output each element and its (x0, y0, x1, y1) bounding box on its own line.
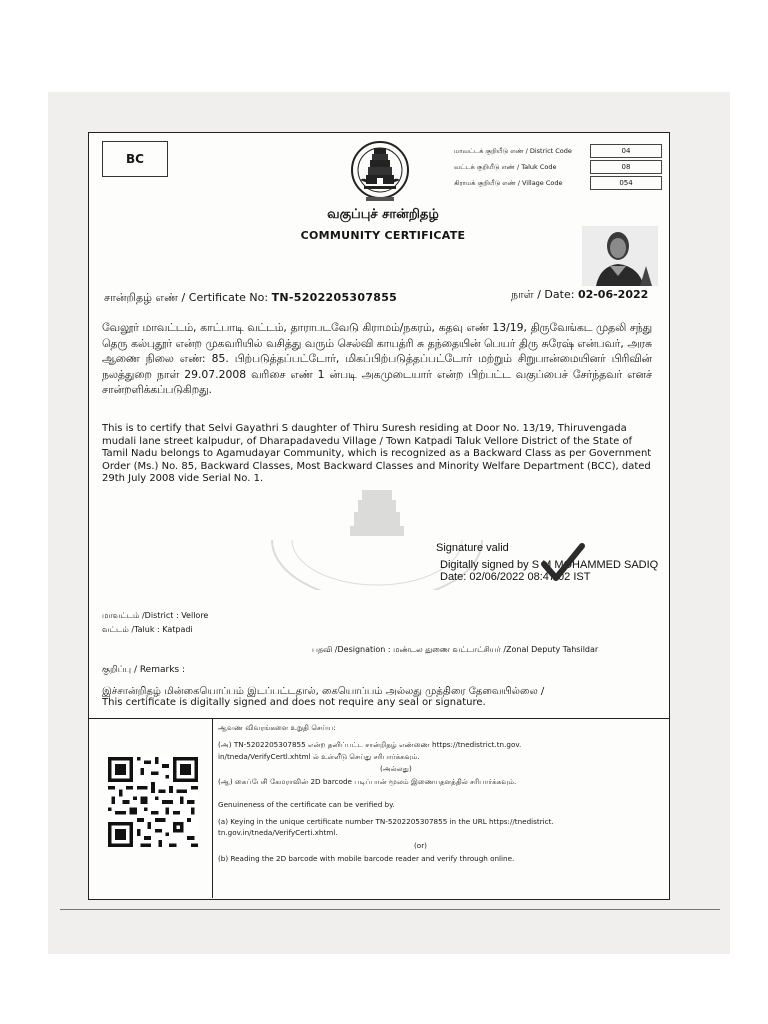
qr-code (108, 757, 198, 847)
district-code-value: 04 (590, 144, 662, 158)
remarks-english: This certificate is digitally signed and does not require any seal or signature. (102, 697, 486, 708)
verify-option-a-tamil-line2: in/tneda/VerifyCertl.xhtml ல் உள்ளீடு செய்து சரிபார்க்கவும். (218, 752, 420, 761)
certificate-date (511, 288, 648, 303)
taluk-code-value: 08 (590, 160, 662, 174)
category-box: BC (102, 141, 168, 177)
taluk-code-row (444, 160, 664, 174)
designation-line: பதவி /Designation : மண்டல துணை வட்டாட்சியர் /Zonal Deputy Tahsildar (312, 645, 599, 654)
taluk-code-label: வட்டக் குறியீடு எண் / Taluk Code (454, 163, 557, 171)
title-english: COMMUNITY CERTIFICATE (300, 229, 466, 242)
district-code-row (444, 144, 664, 158)
signature-status: Signature valid (436, 542, 509, 554)
tamil-paragraph: வேலூர் மாவட்டம், காட்பாடி வட்டம், தாராபடவேடு கிராமம்/நகரம், கதவு எண் 13/19, திருவேங்கட முதலி சந்து தெரு கல்புதூர் என்ற முகவரியில் வசித்து வரும் செல்வி காயத்ரி சு தந்தையின் பெயர் திரு சுரேஷ் என்பவர், அரசு ஆணை நிலை எண்: 85. பிற்படுத்தப்பட்டோர், மிகப்பிற்படுத்தப்பட்டோர் மற்றும் சிறுபான்மையினர் பிரிவின் நலத்துறை நாள் 29.07.2008 வரிசை எண் 1 ன்படி அகமுடையார் என்ற பிற்பட்ட வகுப்பைச் சேர்ந்தவர் எனச் சான்றளிக்கப்படுகிறது. (102, 321, 652, 396)
date-value: 02-06-2022 (577, 288, 649, 301)
verify-option-b-tamil: (ஆ) கைப்பேசி கேமராவின் 2D barcode படிப்பான் மூலம் இணையதளத்தில் சரிபார்க்கவும். (218, 777, 517, 786)
verify-option-a-english-line1: (a) Keying in the unique certificate number TN-5202205307855 in the URL https://tnedistrict. (218, 817, 554, 826)
signature-signer: Digitally signed by S M MOHAMMED SADIQ (440, 559, 659, 571)
date-label: நாள் / Date: (511, 288, 575, 301)
verify-heading-tamil: ஆவண விவரங்களை உறுதி செய்ய: (218, 723, 336, 732)
verify-option-a-tamil-line1: (அ) TN-5202205307855 என்ற தனிப்பட்ட சான்றிதழ் எண்ணை https://tnedistrict.tn.gov. (218, 740, 522, 749)
signature-date: Date: 02/06/2022 08:47:02 IST (440, 571, 591, 583)
certificate-number-label: சான்றிதழ் எண் / Certificate No: (104, 291, 269, 304)
village-code-label: கிராமக் குறியீடு எண் / Village Code (454, 179, 563, 187)
title-tamil: வகுப்புச் சான்றிதழ் (327, 207, 439, 222)
district-line: மாவட்டம் /District : Vellore (102, 611, 209, 620)
village-code-row (444, 176, 664, 190)
remarks-label: குறிப்பு / Remarks : (102, 665, 185, 675)
verify-or-english: (or) (414, 841, 427, 850)
verify-option-a-english-line2: tn.gov.in/tneda/VerifyCerti.xhtml. (218, 828, 338, 837)
certificate-number-value: TN-5202205307855 (271, 291, 398, 304)
english-paragraph: This is to certify that Selvi Gayathri S daughter of Thiru Suresh residing at Door No. 13/19, Thiruvengada mudali lane street kalpudur, of Dharapadavedu Village / Town Katpadi Taluk Vellore District of the State of Tamil Nadu belongs to Agamudayar Community, which is recognized as a Backward Class as per Government Order (Ms.) No. 85, Backward Classes, Most Backward Classes and Minority Welfare Department (BCC), dated 29th July 2008 vide Serial No. 1. (102, 423, 652, 484)
verify-heading-english: Genuineness of the certificate can be verified by. (218, 800, 395, 809)
signature-valid-check-icon (538, 540, 588, 586)
government-emblem-icon (336, 140, 424, 204)
certificate-number (104, 291, 397, 306)
page-footer-rule (60, 909, 720, 910)
verify-option-b-english: (b) Reading the 2D barcode with mobile barcode reader and verify through online. (218, 854, 515, 863)
remarks-tamil: இச்சான்றிதழ் மின்கையொப்பம் இடப்பட்டதால், கையொப்பம் அல்லது முத்திரை தேவையில்லை / (102, 686, 545, 697)
village-code-value: 054 (590, 176, 662, 190)
verify-or-tamil: (அல்லது) (380, 764, 412, 773)
district-code-label: மாவட்டக் குறியீடு எண் / District Code (454, 147, 572, 155)
taluk-line: வட்டம் /Taluk : Katpadi (102, 625, 193, 634)
applicant-photo (582, 226, 658, 286)
